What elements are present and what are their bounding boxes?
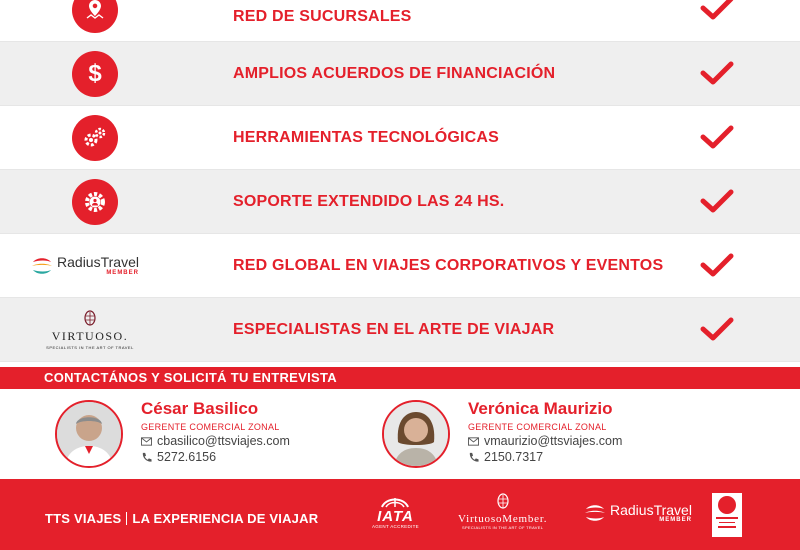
contact-card: [55, 395, 355, 475]
support-gear-icon: [72, 179, 118, 225]
contact-email-line: [468, 434, 622, 448]
benefit-icon-cell: [0, 9, 190, 33]
contact-email[interactable]: cbasilico@ttsviajes.com: [157, 434, 290, 448]
virtuoso-member-name: VirtuosoMember.: [458, 513, 548, 525]
certification-seal-icon: [712, 493, 742, 537]
cert-line: [719, 522, 735, 524]
radius-name: RadiusTravel: [57, 254, 139, 270]
virtuoso-emblem-icon: [496, 493, 510, 511]
email-icon: [141, 436, 152, 447]
benefit-icon-cell: [0, 179, 190, 225]
check-icon: [700, 125, 734, 151]
benefit-label: SOPORTE EXTENDIDO LAS 24 HS.: [233, 192, 505, 210]
benefit-label: ESPECIALISTAS EN EL ARTE DE VIAJAR: [233, 320, 555, 338]
benefit-row: [0, 42, 800, 106]
radius-footer-member: MEMBER: [659, 517, 692, 523]
radius-swirl-icon: [584, 503, 606, 523]
contact-title: GERENTE COMERCIAL ZONAL: [468, 422, 607, 432]
footer-brand: TTS VIAJES: [45, 511, 122, 526]
iata-globe-icon: [380, 495, 410, 509]
virtuoso-member-logo: [458, 493, 547, 530]
phone-icon: [141, 452, 152, 463]
iata-sub: AGENT ACCREDITE: [372, 524, 419, 529]
check-icon: [700, 0, 734, 22]
contact-email[interactable]: vmaurizio@ttsviajes.com: [484, 434, 623, 448]
contact-phone[interactable]: 5272.6156: [157, 450, 217, 464]
benefit-label: AMPLIOS ACUERDOS DE FINANCIACIÓN: [233, 64, 556, 82]
footer-tagline: [45, 511, 318, 526]
footer: [0, 479, 800, 550]
benefit-label: RED DE SUCURSALES: [233, 8, 412, 25]
benefit-row: [0, 106, 800, 170]
dollar-icon: $: [72, 51, 118, 97]
contact-name: Verónica Maurizio: [468, 399, 613, 418]
radius-member: MEMBER: [106, 270, 139, 276]
avatar: [382, 400, 450, 468]
benefit-icon-cell: [0, 115, 190, 161]
footer-slogan: LA EXPERIENCIA DE VIAJAR: [132, 511, 319, 526]
virtuoso-logo: [46, 310, 134, 350]
contact-phone[interactable]: 2150.7317: [484, 450, 544, 464]
contact-info: [141, 399, 290, 464]
check-icon: [700, 317, 734, 343]
virtuoso-name: VIRTUOSO.: [51, 328, 129, 343]
email-icon: [468, 436, 479, 447]
contact-phone-line: [141, 450, 290, 464]
contacts-section: [0, 389, 800, 479]
benefit-label: HERRAMIENTAS TECNOLÓGICAS: [233, 128, 500, 146]
footer-separator: [126, 512, 127, 525]
contact-title: GERENTE COMERCIAL ZONAL: [141, 422, 280, 432]
check-icon: [700, 61, 734, 87]
gears-icon: [72, 115, 118, 161]
virtuoso-member-tagline: SPECIALISTS IN THE ART OF TRAVEL: [461, 525, 544, 530]
contact-bar: [0, 367, 800, 389]
iata-word: IATA: [377, 508, 414, 525]
check-icon: [700, 189, 734, 215]
benefit-row: [0, 234, 800, 298]
contact-name: César Basilico: [141, 399, 259, 418]
radius-footer-name: RadiusTravel: [610, 502, 692, 518]
check-icon: [700, 253, 734, 279]
avatar: [55, 400, 123, 468]
virtuoso-emblem-icon: [83, 310, 97, 328]
radius-swirl-icon: [31, 256, 53, 276]
cert-circle: [718, 496, 736, 514]
benefit-row: [0, 170, 800, 234]
radius-travel-footer-logo: [584, 503, 692, 523]
iata-logo: [372, 495, 419, 529]
benefit-icon-cell: [0, 51, 190, 97]
benefit-row: [0, 0, 800, 42]
contact-email-line: [141, 434, 290, 448]
benefit-icon-cell: [0, 310, 180, 350]
cert-line: [718, 526, 736, 528]
contact-info: [468, 399, 622, 464]
contact-bar-title: CONTACTÁNOS Y SOLICITÁ TU ENTREVISTA: [44, 370, 337, 385]
radius-travel-logo: [31, 255, 139, 276]
cert-line: [716, 517, 738, 519]
benefit-row: [0, 298, 800, 362]
phone-icon: [468, 452, 479, 463]
benefit-label: RED GLOBAL EN VIAJES CORPORATIVOS Y EVENTOS: [233, 256, 664, 274]
contact-phone-line: [468, 450, 622, 464]
map-pin-icon: [72, 0, 118, 33]
benefit-icon-cell: [0, 255, 170, 276]
virtuoso-tagline: SPECIALISTS IN THE ART OF TRAVEL: [46, 344, 134, 350]
contact-card: [382, 395, 702, 475]
